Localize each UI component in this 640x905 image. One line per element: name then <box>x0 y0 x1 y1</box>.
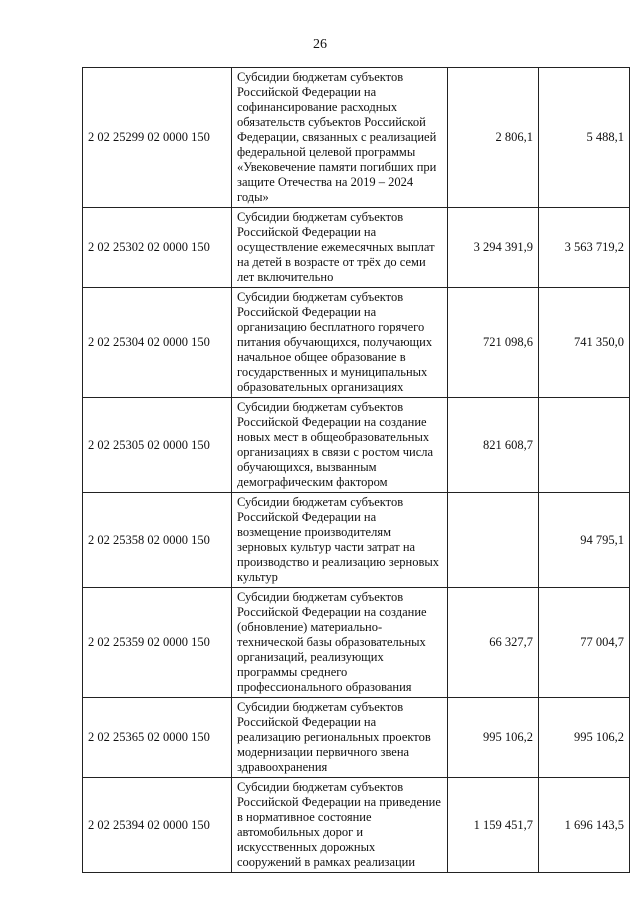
budget-code-cell: 2 02 25302 02 0000 150 <box>83 208 232 288</box>
value-cell-year2: 94 795,1 <box>539 493 630 588</box>
page-number: 26 <box>313 37 327 52</box>
budget-table <box>82 67 630 873</box>
description-cell: Субсидии бюджетам субъектов Российской Федерации на софинансирование расходных обязательств субъектов Российской Федерации, связанных с реализацией федеральной целевой программы «Увековечение памяти погибших при защите Отечества на 2019 – 2024 годы» <box>232 68 448 208</box>
table-row <box>83 208 630 288</box>
table-row <box>83 588 630 698</box>
value-cell-year1: 995 106,2 <box>448 698 539 778</box>
description-cell: Субсидии бюджетам субъектов Российской Федерации на создание (обновление) материально-технической базы образовательных организаций, реализующих программы среднего профессионального образования <box>232 588 448 698</box>
description-cell: Субсидии бюджетам субъектов Российской Федерации на реализацию региональных проектов модернизации первичного звена здравоохранения <box>232 698 448 778</box>
table-row <box>83 288 630 398</box>
value-cell-year2 <box>539 398 630 493</box>
budget-code-cell: 2 02 25365 02 0000 150 <box>83 698 232 778</box>
value-cell-year2: 5 488,1 <box>539 68 630 208</box>
value-cell-year2: 3 563 719,2 <box>539 208 630 288</box>
table-row <box>83 68 630 208</box>
budget-code-cell: 2 02 25304 02 0000 150 <box>83 288 232 398</box>
table-row <box>83 398 630 493</box>
description-cell: Субсидии бюджетам субъектов Российской Федерации на приведение в нормативное состояние автомобильных дорог и искусственных дорожных сооружений в рамках реализации <box>232 778 448 873</box>
budget-code-cell: 2 02 25299 02 0000 150 <box>83 68 232 208</box>
description-cell: Субсидии бюджетам субъектов Российской Федерации на возмещение производителям зерновых культур части затрат на производство и реализацию зерновых культур <box>232 493 448 588</box>
description-cell: Субсидии бюджетам субъектов Российской Федерации на осуществление ежемесячных выплат на детей в возрасте от трёх до семи лет включительно <box>232 208 448 288</box>
value-cell-year2: 741 350,0 <box>539 288 630 398</box>
value-cell-year1: 1 159 451,7 <box>448 778 539 873</box>
budget-code-cell: 2 02 25359 02 0000 150 <box>83 588 232 698</box>
budget-code-cell: 2 02 25358 02 0000 150 <box>83 493 232 588</box>
value-cell-year1: 721 098,6 <box>448 288 539 398</box>
budget-code-cell: 2 02 25394 02 0000 150 <box>83 778 232 873</box>
value-cell-year2: 77 004,7 <box>539 588 630 698</box>
value-cell-year1 <box>448 493 539 588</box>
budget-code-cell: 2 02 25305 02 0000 150 <box>83 398 232 493</box>
value-cell-year1: 66 327,7 <box>448 588 539 698</box>
table-row <box>83 493 630 588</box>
value-cell-year2: 1 696 143,5 <box>539 778 630 873</box>
table-row <box>83 778 630 873</box>
value-cell-year1: 2 806,1 <box>448 68 539 208</box>
budget-table-body <box>83 68 630 873</box>
table-row <box>83 698 630 778</box>
value-cell-year1: 821 608,7 <box>448 398 539 493</box>
value-cell-year2: 995 106,2 <box>539 698 630 778</box>
description-cell: Субсидии бюджетам субъектов Российской Федерации на создание новых мест в общеобразовательных организациях в связи с ростом числа обучающихся, вызванным демографическим фактором <box>232 398 448 493</box>
description-cell: Субсидии бюджетам субъектов Российской Федерации на организацию бесплатного горячего питания обучающихся, получающих начальное общее образование в государственных и муниципальных образовательных организациях <box>232 288 448 398</box>
value-cell-year1: 3 294 391,9 <box>448 208 539 288</box>
